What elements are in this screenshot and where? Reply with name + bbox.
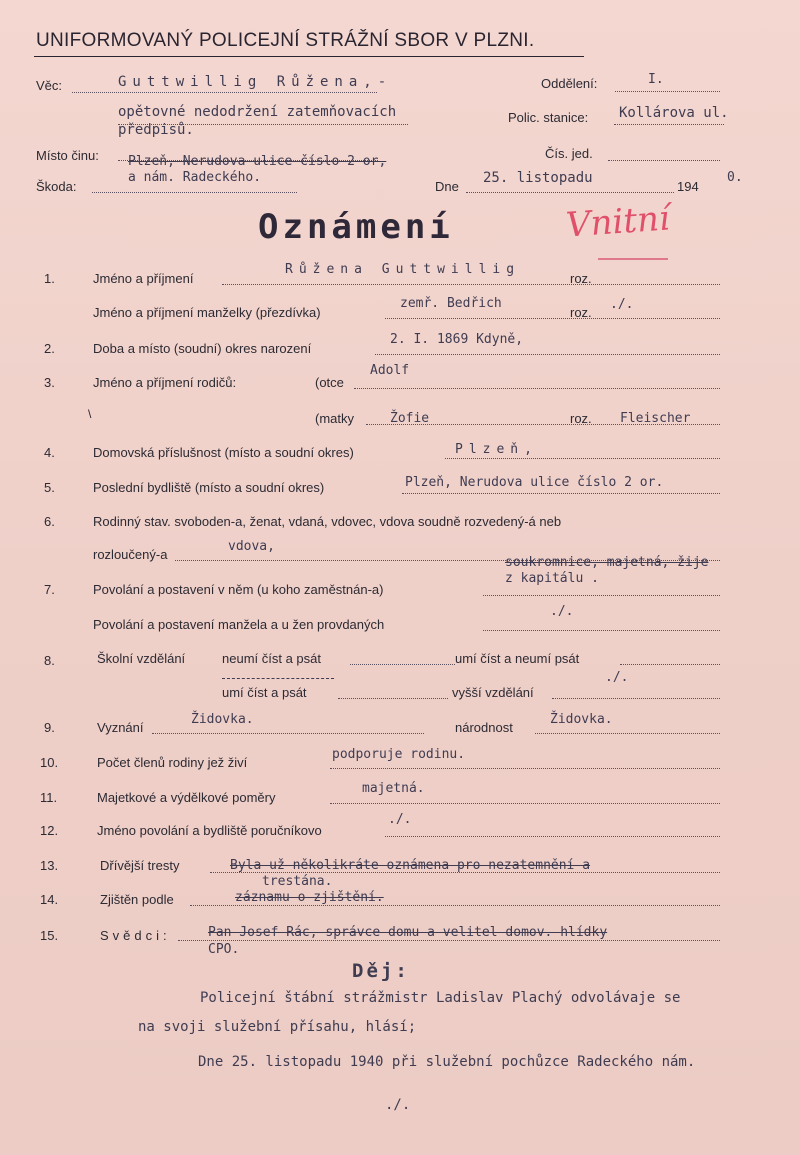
row1-dotline — [222, 284, 720, 285]
row1b-roz: roz. — [570, 305, 592, 320]
row12-dotline — [385, 836, 720, 837]
row8-dotline-c — [338, 698, 448, 699]
row3-roz-value: Fleischer — [620, 411, 691, 426]
stamp-text: Vnitní — [564, 198, 672, 246]
row9-number: 9. — [44, 720, 55, 735]
row4-dotline — [445, 458, 720, 459]
row12-number: 12. — [40, 823, 59, 838]
oddeleni-value: I. — [648, 72, 664, 87]
row1b-value: zemř. Bedřich — [400, 296, 502, 311]
margin-mark: \ — [88, 407, 92, 421]
row7-value2: z kapitálu . — [505, 571, 599, 586]
vec-value — [118, 74, 392, 90]
row7-number: 7. — [44, 582, 55, 597]
misto-value-text: Plzeň, Nerudova ulice číslo 2 or, — [128, 154, 387, 169]
vec-dotline — [72, 92, 377, 93]
misto-value — [128, 154, 386, 169]
row3-otce: (otce — [315, 375, 344, 390]
row10-dotline — [330, 768, 720, 769]
row7b-label: Povolání a postavení manžela a u žen provdaných — [93, 617, 385, 632]
row12-value: ./. — [388, 812, 412, 827]
oddeleni-label: Oddělení: — [541, 76, 598, 91]
row7-label: Povolání a postavení v něm (u koho zaměstnán-a) — [93, 582, 384, 597]
vec-value3: předpisů. — [118, 122, 194, 138]
dej-line2: na svoji služební přísahu, hlásí; — [138, 1019, 417, 1035]
row5-dotline — [402, 493, 720, 494]
title-text: UNIFORMOVANÝ POLICEJNÍ STRÁŽNÍ SBOR V PLZNI. — [36, 30, 535, 51]
row11-number: 11. — [40, 790, 58, 805]
handwritten-stamp — [565, 198, 671, 245]
row3-label: Jméno a příjmení rodičů: — [93, 375, 237, 390]
row5-value: Plzeň, Nerudova ulice číslo 2 or. — [405, 475, 664, 490]
row15-number: 15. — [40, 928, 59, 943]
oddeleni-dotline — [615, 91, 720, 92]
row6-number: 6. — [44, 514, 55, 529]
row4-value — [455, 442, 538, 457]
row1-number: 1. — [44, 271, 55, 286]
row9-narodnost-value: Židovka. — [550, 712, 613, 727]
row8-dotline-d — [552, 698, 720, 699]
row14-number: 14. — [40, 892, 59, 907]
row8-label: Školní vzdělání — [97, 651, 186, 666]
row9-narodnost: národnost — [455, 720, 513, 735]
row1b-label: Jméno a příjmení manželky (přezdívka) — [93, 305, 321, 320]
row3-number: 3. — [44, 375, 55, 390]
page-title — [36, 30, 534, 52]
row8-option-d-value: ./. — [605, 670, 629, 685]
row8-option-a: neumí číst a psát — [222, 651, 321, 666]
dne-label: Dne — [435, 179, 459, 194]
row9-value: Židovka. — [191, 712, 254, 727]
row1b-roz-value: ./. — [610, 297, 634, 312]
row2-label: Doba a místo (soudní) okres narození — [93, 341, 312, 356]
row1-roz: roz. — [570, 271, 592, 286]
dne-value: 25. listopadu — [483, 170, 593, 186]
row5-number: 5. — [44, 480, 55, 495]
row3-matky-value: Žofie — [390, 411, 430, 426]
row3-matky: (matky — [315, 411, 354, 426]
year-suffix: 0. — [727, 170, 743, 185]
row2-value: 2. I. 1869 Kdyně, — [390, 332, 524, 347]
cisjed-dotline — [608, 160, 720, 161]
row8-number: 8. — [44, 653, 55, 668]
row8-dotline-a — [350, 664, 455, 665]
cisjed-label: Čís. jed. — [545, 146, 593, 161]
row6b-value: vdova, — [228, 539, 275, 554]
row14-dotline — [190, 905, 720, 906]
row7-dotline — [483, 595, 720, 596]
dej-heading: Děj: — [352, 960, 410, 982]
row15-dotline — [178, 940, 720, 941]
row4-value-text: Plzeň, — [455, 442, 538, 457]
row7b-value: ./. — [550, 604, 574, 619]
skoda-label: Škoda: — [36, 179, 77, 194]
dej-line1: Policejní štábní strážmistr Ladislav Plachý odvolávaje se — [200, 990, 681, 1006]
row4-number: 4. — [44, 445, 55, 460]
row15-value — [208, 925, 607, 940]
row1-value — [285, 262, 520, 277]
row10-label: Počet členů rodiny jež živí — [97, 755, 248, 770]
row13-value — [230, 858, 590, 873]
row7-value — [505, 555, 709, 570]
row6b-label: rozloučený-a — [93, 547, 168, 562]
row14-value — [235, 890, 384, 905]
row3-roz: roz. — [570, 411, 592, 426]
row9-label: Vyznání — [97, 720, 144, 735]
row14-value-text: záznamu o zjištění. — [235, 890, 384, 905]
row2-number: 2. — [44, 341, 55, 356]
row12-label: Jméno povolání a bydliště poručníkovo — [97, 823, 322, 838]
row9-dotline — [152, 733, 424, 734]
stamp-underline — [598, 258, 668, 260]
title-underline — [34, 56, 584, 57]
skoda-dotline — [92, 192, 297, 193]
row15-value-text: Pan Josef Rác, správce domu a velitel domov. hlídky — [208, 925, 608, 940]
row13-value-text: Byla už několikráte oznámena pro nezatemnění a — [230, 858, 591, 873]
dej-line3: Dne 25. listopadu 1940 při služební pochůzce Radeckého nám. — [198, 1054, 696, 1070]
misto-value2: a nám. Radeckého. — [128, 170, 262, 185]
row11-label: Majetkové a výdělkové poměry — [97, 790, 276, 805]
row9-dotline-b — [535, 733, 720, 734]
row4-label: Domovská příslušnost (místo a soudní okres) — [93, 445, 354, 460]
misto-label: Místo činu: — [36, 148, 99, 163]
row1b-dotline — [385, 318, 720, 319]
stanice-value: Kollárova ul. — [619, 105, 729, 121]
row13-value2: trestána. — [262, 874, 333, 889]
row15-label: Svědci: — [100, 928, 171, 943]
row3-otce-value: Adolf — [370, 363, 410, 378]
row8-option-c: umí číst a psát — [222, 685, 307, 700]
dej-line4: ./. — [385, 1097, 411, 1113]
row8-option-b: umí číst a neumí psát — [455, 651, 580, 666]
stanice-label: Polic. stanice: — [508, 110, 589, 125]
row10-number: 10. — [40, 755, 59, 770]
row1-value-text: Růžena Guttwillig — [285, 262, 521, 277]
row3-dotline — [354, 388, 720, 389]
heading-text: Oznámení — [258, 207, 454, 247]
row2-dotline — [375, 354, 720, 355]
dne-dotline — [466, 192, 674, 193]
vec-value-text: Guttwillig Růžena,- — [118, 74, 393, 90]
row8-dash-underline — [222, 678, 334, 679]
stanice-dotline — [614, 124, 724, 125]
vec-label: Věc: — [36, 78, 63, 93]
row10-value: podporuje rodinu. — [332, 747, 466, 762]
row5-label: Poslední bydliště (místo a soudní okres) — [93, 480, 325, 495]
year-prefix: 194 — [677, 179, 699, 194]
row13-number: 13. — [40, 858, 59, 873]
heading-oznameni — [258, 207, 454, 247]
vec-value2: opětovné nedodržení zatemňovacích — [118, 104, 397, 120]
row1-label: Jméno a příjmení — [93, 271, 194, 286]
row8-dotline-b — [620, 664, 720, 665]
row6-label: Rodinný stav. svoboden-a, ženat, vdaná, vdovec, vdova soudně rozvedený-á neb — [93, 514, 562, 529]
row11-dotline — [330, 803, 720, 804]
row13-label: Dřívější tresty — [100, 858, 180, 873]
row15-value2: CPO. — [208, 942, 240, 957]
row8-option-d: vyšší vzdělání — [452, 685, 534, 700]
row14-label: Zjištěn podle — [100, 892, 174, 907]
row7-value-text: soukromnice, majetná, žije — [505, 555, 709, 570]
row11-value: majetná. — [362, 781, 425, 796]
row7b-dotline — [483, 630, 720, 631]
